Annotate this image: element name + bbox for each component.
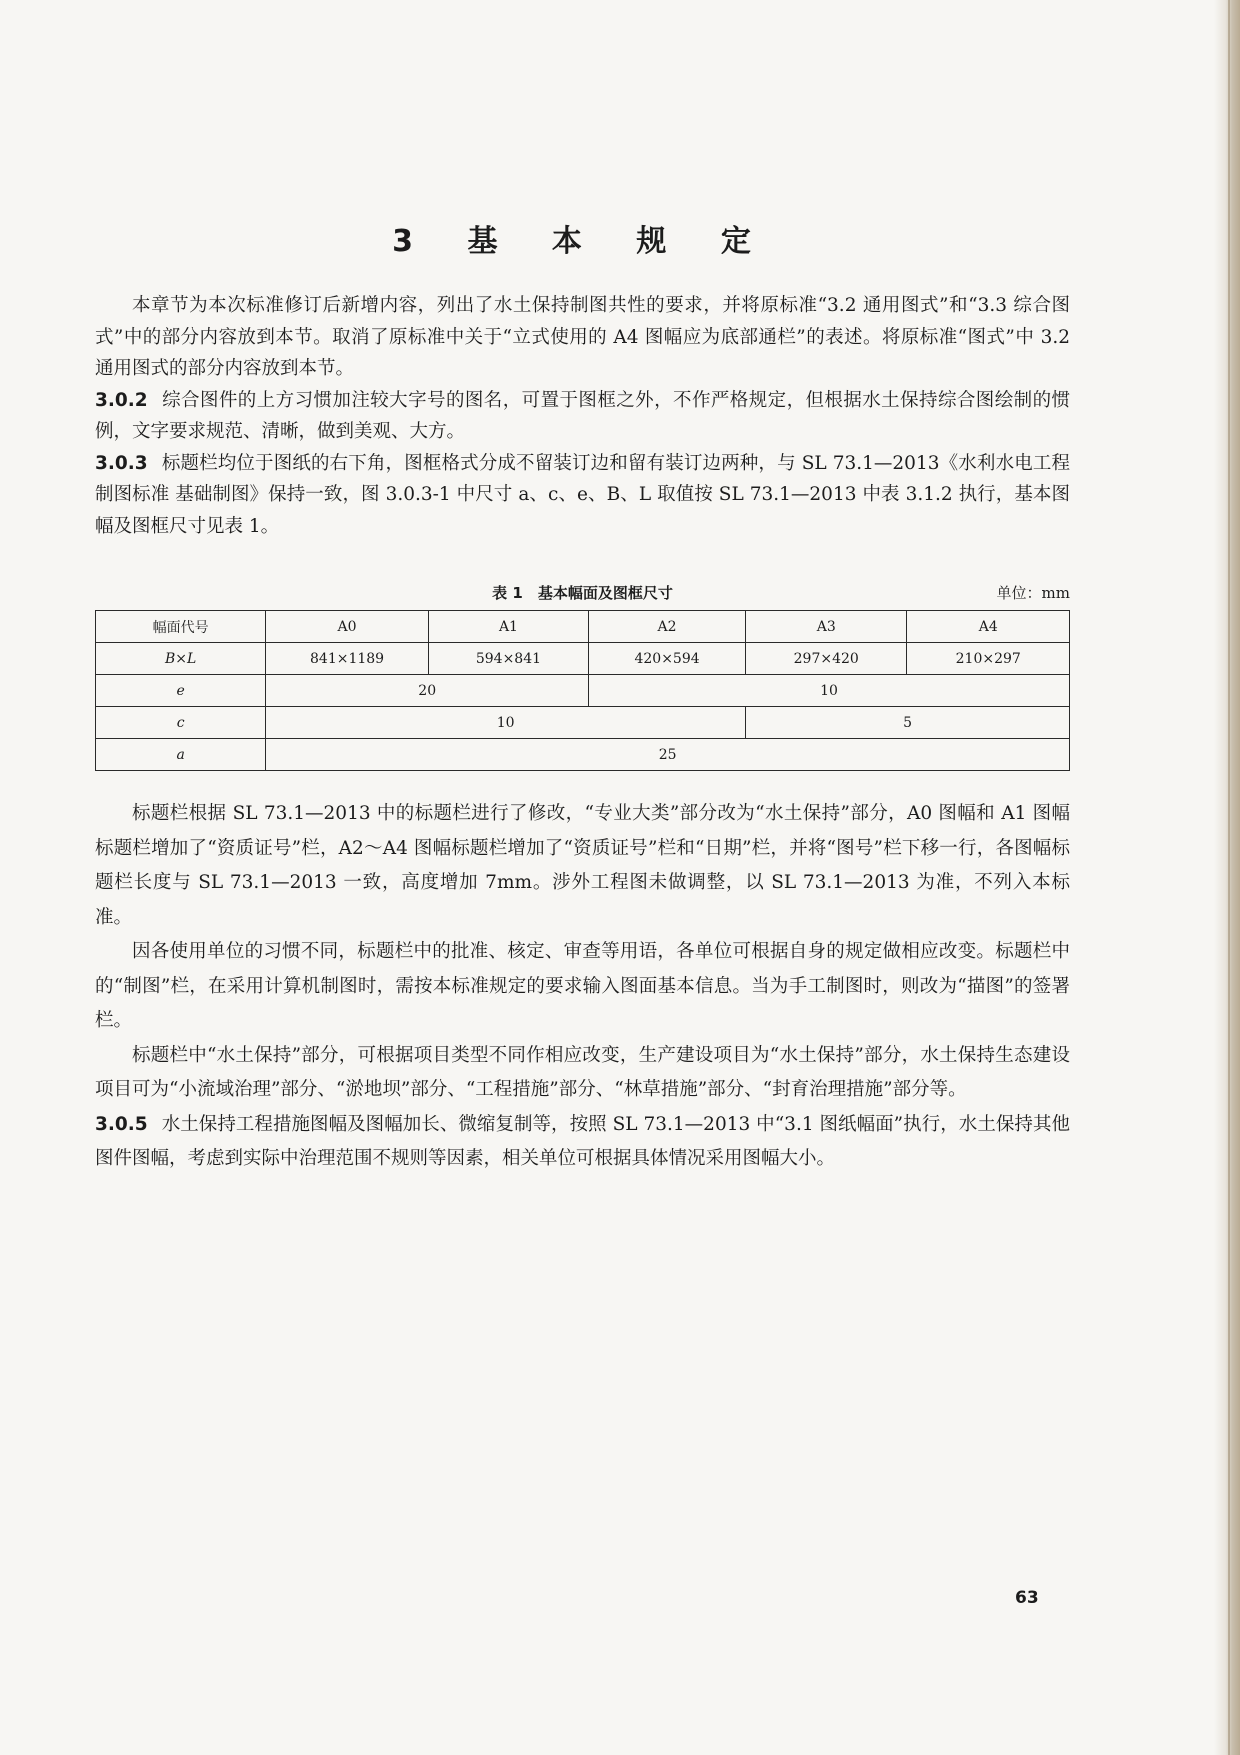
clause-number: 3.0.5 [95,1113,148,1135]
table-caption-row [95,582,1070,606]
table-row [96,643,1070,675]
clause-text: 综合图件的上方习惯加注较大字号的图名，可置于图框之外，不作严格规定，但根据水土保持综合图绘制的惯例，文字要求规范、清晰，做到美观、大方。 [95,389,1070,442]
table-row [96,739,1070,771]
table-cell: 10 [589,675,1070,707]
binding-edge-line [1228,0,1230,1755]
table-caption: 表 1 基本幅面及图框尺寸 [492,584,673,602]
table-row-label: c [96,707,266,739]
table-row [96,675,1070,707]
title-block-paragraph: 标题栏根据 SL 73.1—2013 中的标题栏进行了修改，“专业大类”部分改为“水土保持”部分，A0 图幅和 A1 图幅标题栏增加了“资质证号”栏，A2～A4 图幅标题栏增加了“资质证号”栏和“日期”栏，并将“图号”栏下移一行，各图幅标题栏长度与 SL 73.1—2013 一致，高度增加 7mm。涉外工程图未做调整，以 SL 73.1—2013 为准，不列入本标准。 [95,803,1070,928]
table-row-label: a [96,739,266,771]
table-cell: 420×594 [589,643,746,675]
page-edge-shadow [1214,0,1240,1755]
table-header-cell: A1 [428,611,588,643]
table-header-cell: 幅面代号 [96,611,266,643]
clause-text: 水土保持工程措施图幅及图幅加长、微缩复制等，按照 SL 73.1—2013 中“3.1 图纸幅面”执行，水土保持其他图件图幅，考虑到实际中治理范围不规则等因素，相关单位可根据具体情况采用图幅大小。 [95,1113,1070,1169]
clause-text: 标题栏均位于图纸的右下角，图框格式分成不留装订边和留有装订边两种，与 SL 73.1—2013《水利水电工程制图标准 基础制图》保持一致，图 3.0.3-1 中尺寸 a、c、e、B、L 取值按 SL 73.1—2013 中表 3.1.2 执行，基本图幅及图框尺寸见表 1。 [95,452,1070,537]
upper-body [95,290,1070,542]
table-cell: 841×1189 [266,643,429,675]
table-unit: 单位：mm [996,584,1070,602]
table-header-cell: A2 [589,611,746,643]
intro-paragraph: 本章节为本次标准修订后新增内容，列出了水土保持制图共性的要求，并将原标准“3.2 通用图式”和“3.3 综合图式”中的部分内容放到本节。取消了原标准中关于“立式使用的 A4 图幅应为底部通栏”的表述。将原标准“图式”中 3.2 通用图式的部分内容放到本节。 [95,295,1070,379]
chapter-title: 3 基 本 规 定 [392,224,773,259]
table-cell: 297×420 [746,643,907,675]
clause-3-0-2 [95,385,1070,448]
clause-number: 3.0.3 [95,452,148,474]
table-cell: 5 [746,707,1070,739]
page-number: 63 [1015,1588,1039,1608]
table-cell: 594×841 [428,643,588,675]
lower-body [95,797,1070,1177]
table-cell: 210×297 [907,643,1070,675]
table-row [96,611,1070,643]
clause-3-0-5 [95,1108,1070,1177]
table-header-cell: A4 [907,611,1070,643]
units-paragraph: 因各使用单位的习惯不同，标题栏中的批准、核定、审查等用语，各单位可根据自身的规定做相应改变。标题栏中的“制图”栏，在采用计算机制图时，需按本标准规定的要求输入图面基本信息。当为手工制图时，则改为“描图”的签署栏。 [95,941,1070,1031]
table-row-label: e [96,675,266,707]
clause-number: 3.0.2 [95,389,148,411]
table-header-cell: A0 [266,611,429,643]
table-header-cell: A3 [746,611,907,643]
sections-paragraph: 标题栏中“水土保持”部分，可根据项目类型不同作相应改变，生产建设项目为“水土保持”部分，水土保持生态建设项目可为“小流域治理”部分、“淤地坝”部分、“工程措施”部分、“林草措施”部分、“封育治理措施”部分等。 [95,1044,1070,1100]
table-cell: 20 [266,675,589,707]
table-cell: 25 [266,739,1070,771]
frame-size-table [95,610,1070,771]
table-row-label: B×L [96,643,266,675]
table-cell: 10 [266,707,746,739]
table-row [96,707,1070,739]
clause-3-0-3 [95,448,1070,543]
